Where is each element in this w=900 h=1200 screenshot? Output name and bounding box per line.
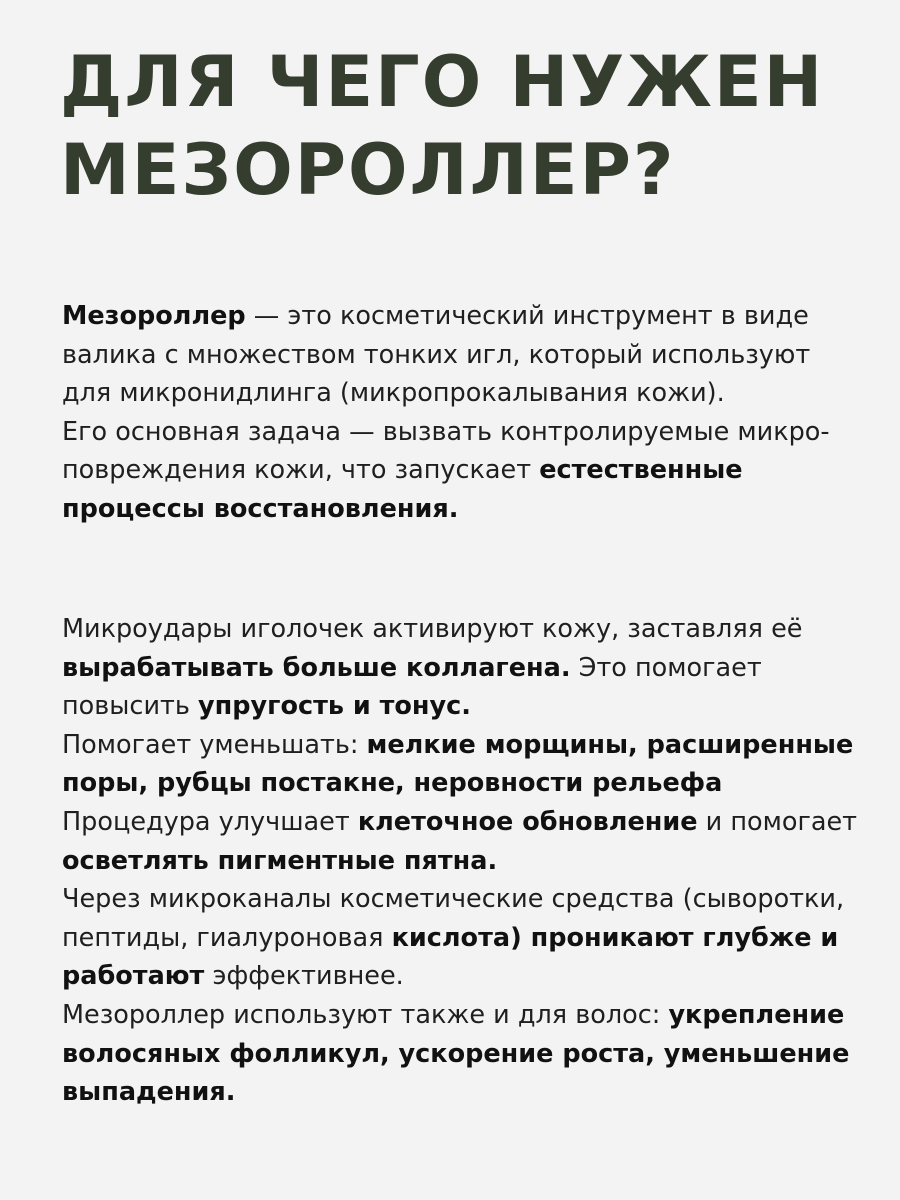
body-text: Процедура улучшает xyxy=(62,806,358,837)
benefit-hair xyxy=(62,996,862,1112)
page-title xyxy=(60,38,860,214)
intro-paragraph-task xyxy=(62,413,862,529)
benefit-collagen xyxy=(62,610,862,726)
body-text: и помогает xyxy=(697,806,858,837)
intro-section xyxy=(62,297,862,529)
benefit-renewal xyxy=(62,803,862,880)
bold-text: кислота) проникают глубже и работают xyxy=(62,922,839,992)
body-text: Через микроканалы косметические средства (сыворотки, пептиды, гиалуроновая xyxy=(62,884,845,953)
bold-text: укрепление волосяных фолликул, ускорение роста, уменьшение выпадения. xyxy=(62,999,850,1108)
bold-text: клеточное обновление xyxy=(357,806,698,837)
intro-paragraph-definition xyxy=(62,297,862,413)
benefit-wrinkles xyxy=(62,726,862,803)
bold-text: естественные процессы восстановления. xyxy=(62,455,743,524)
bold-text: мелкие морщины, расширенные поры, рубцы постакне, неровности рельефа xyxy=(62,729,854,799)
body-text: Его основная задача — вызвать контролируемые микро-повреждения кожи, что запускает xyxy=(62,416,830,486)
bold-text: упругость и тонус. xyxy=(198,691,471,722)
bold-text: Мезороллер xyxy=(62,301,246,331)
benefit-absorption xyxy=(62,880,862,996)
body-text: — это косметический инструмент в виде валика с множеством тонких игл, который используют для микронидлинга (микропрокалывания кожи). xyxy=(62,301,811,409)
body-text: Микроудары иголочек активируют кожу, заставляя её xyxy=(62,614,803,644)
bold-text: вырабатывать больше коллагена. xyxy=(62,652,571,683)
benefits-section xyxy=(62,610,862,1112)
bold-text: осветлять пигментные пятна. xyxy=(62,845,498,876)
body-text: Это помогает повысить xyxy=(62,652,762,722)
body-text: эффективнее. xyxy=(204,961,404,992)
title-line-2: МЕЗОРОЛЛЕР? xyxy=(60,129,676,211)
body-text: Помогает уменьшать: xyxy=(62,729,367,760)
body-text: Мезороллер используют также и для волос: xyxy=(62,999,669,1030)
title-line-1: ДЛЯ ЧЕГО НУЖЕН xyxy=(60,41,825,123)
